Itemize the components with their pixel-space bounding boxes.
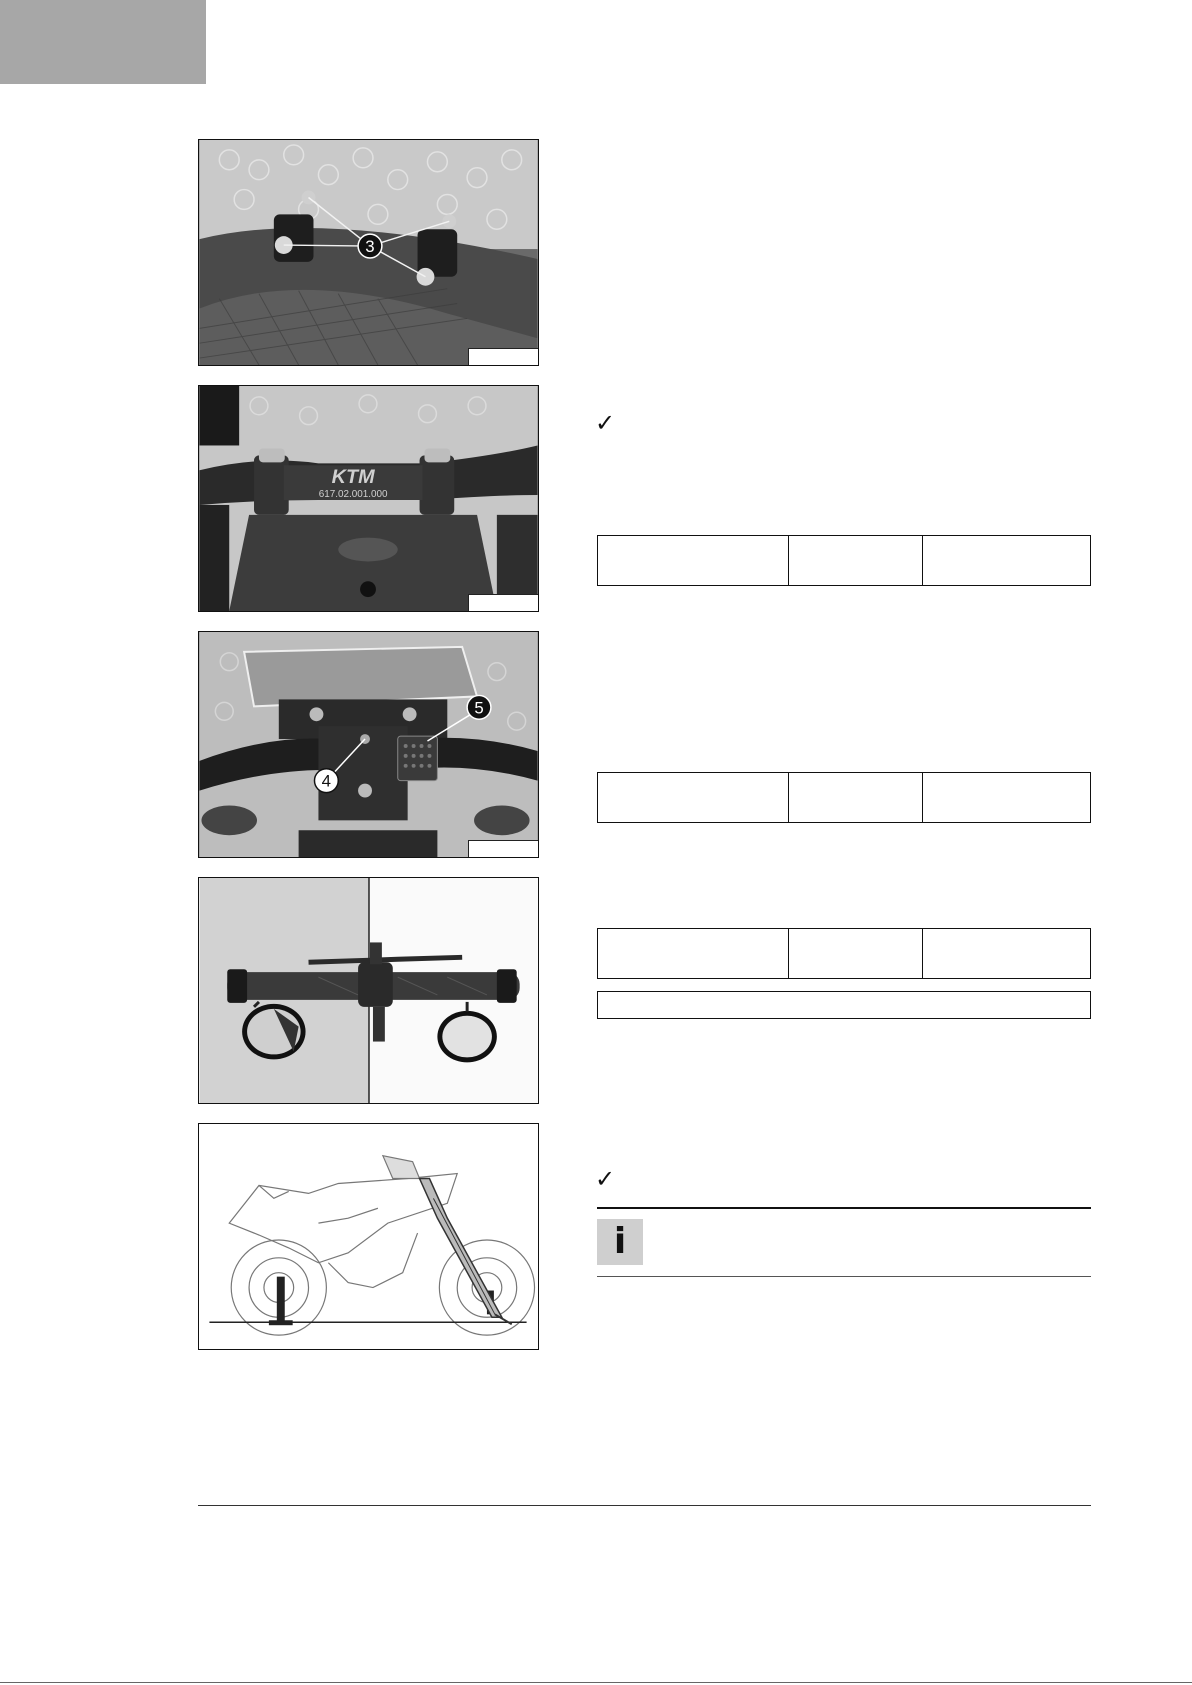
- table-cell: [923, 929, 1091, 979]
- spec-table-1: [597, 535, 1091, 586]
- figure-label: [468, 594, 538, 611]
- page-bottom-rule: [0, 1682, 1192, 1683]
- table-cell: [789, 773, 923, 823]
- figure-label: [468, 348, 538, 365]
- table-cell: [598, 929, 789, 979]
- table-row: [598, 929, 1091, 979]
- table-cell: [789, 536, 923, 586]
- footer-rule: [198, 1505, 1091, 1506]
- table-cell: [598, 536, 789, 586]
- photo-connector-and-screws: [198, 631, 539, 858]
- table-cell: [923, 536, 1091, 586]
- info-top-rule: [597, 1207, 1091, 1209]
- callout-3: 3: [365, 237, 375, 257]
- table-cell: [789, 929, 923, 979]
- info-bottom-rule: [597, 1276, 1091, 1277]
- callout-5: 5: [474, 698, 484, 718]
- table-cell: [923, 773, 1091, 823]
- diagram-motorcycle-strapped: [198, 1123, 539, 1350]
- photo-4-image: [199, 878, 538, 1103]
- info-icon: i: [597, 1219, 643, 1265]
- chapter-tab: [0, 0, 206, 84]
- table-row: [598, 536, 1091, 586]
- part-number: 617.02.001.000: [318, 489, 388, 501]
- check-mark-2: ✓: [595, 1166, 616, 1193]
- table-cell: [598, 773, 789, 823]
- diagram-5-image: [199, 1124, 538, 1349]
- spec-table-2: [597, 772, 1091, 823]
- figure-label: [468, 840, 538, 857]
- photo-handlebar-clamp-installed: [198, 385, 539, 612]
- photo-handlebar-mirrors: [198, 877, 539, 1104]
- photo-handlebar-clamp-screws: [198, 139, 539, 366]
- callout-4: 4: [321, 771, 332, 791]
- ktm-logo: KTM: [331, 466, 375, 489]
- photo-1-image: [199, 140, 538, 365]
- note-box: [597, 991, 1091, 1019]
- info-text: [655, 1219, 1085, 1265]
- photo-3-image: [199, 632, 538, 857]
- photo-2-image: [199, 386, 538, 611]
- check-mark-1: ✓: [595, 410, 616, 437]
- spec-table-3: [597, 928, 1091, 979]
- table-row: [598, 773, 1091, 823]
